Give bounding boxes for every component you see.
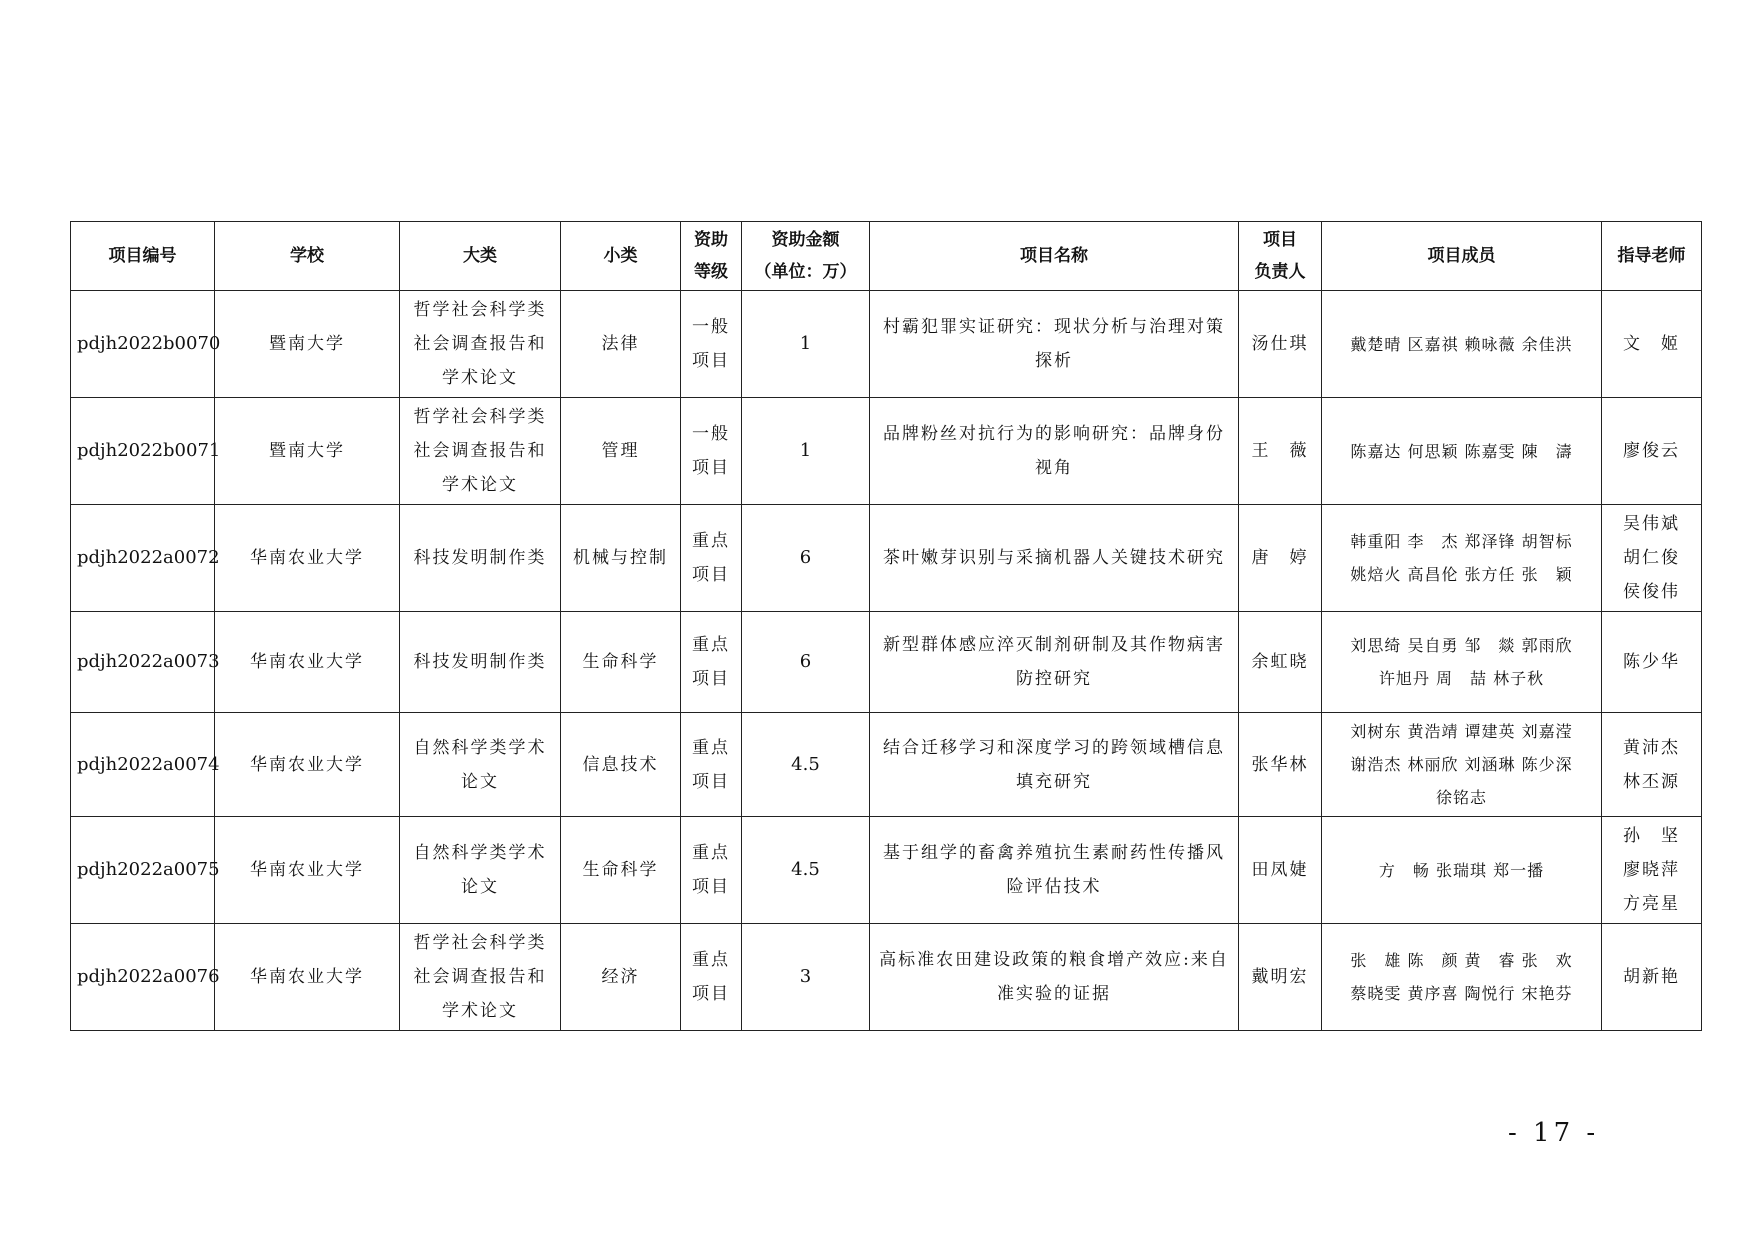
cell-project-leader: 戴明宏 bbox=[1239, 924, 1322, 1031]
cell-line: 学术论文 bbox=[442, 1001, 518, 1021]
cell-school: 华南农业大学 bbox=[215, 505, 400, 612]
cell-funding-level bbox=[681, 398, 742, 505]
cell-line: 重点 bbox=[692, 950, 730, 970]
cell-project-name bbox=[870, 505, 1239, 612]
cell-line: 文 姬 bbox=[1623, 334, 1680, 354]
header-project-members bbox=[1322, 222, 1602, 291]
cell-line: 科技发明制作类 bbox=[413, 652, 547, 672]
table-row bbox=[71, 291, 1702, 398]
cell-category bbox=[400, 398, 561, 505]
cell-line: 科技发明制作类 bbox=[413, 548, 547, 568]
cell-line: 项目 bbox=[692, 458, 730, 478]
cell-advisors bbox=[1602, 505, 1702, 612]
cell-subcategory: 管理 bbox=[561, 398, 681, 505]
header-funding-amount bbox=[742, 222, 870, 291]
cell-line: 哲学社会科学类 bbox=[413, 933, 547, 953]
cell-line: 徐铭志 bbox=[1435, 788, 1487, 807]
cell-line: 胡仁俊 bbox=[1623, 548, 1680, 568]
cell-project-name bbox=[870, 713, 1239, 817]
cell-line: 等级 bbox=[694, 262, 728, 282]
cell-line: 基于组学的畜禽养殖抗生素耐药性传播风 bbox=[883, 843, 1225, 863]
cell-project-leader: 田凤婕 bbox=[1239, 817, 1322, 924]
page-number: - 17 - bbox=[1508, 1118, 1600, 1148]
cell-line: 准实验的证据 bbox=[997, 984, 1111, 1004]
cell-school: 华南农业大学 bbox=[215, 612, 400, 713]
cell-project-leader: 汤仕琪 bbox=[1239, 291, 1322, 398]
cell-line: 姚焙火 高昌伦 张方任 张 颖 bbox=[1350, 565, 1573, 584]
cell-line: 大类 bbox=[463, 246, 497, 266]
cell-school: 暨南大学 bbox=[215, 291, 400, 398]
cell-project-members bbox=[1322, 612, 1602, 713]
cell-project-members bbox=[1322, 817, 1602, 924]
cell-line: 重点 bbox=[692, 635, 730, 655]
cell-advisors bbox=[1602, 817, 1702, 924]
cell-subcategory: 法律 bbox=[561, 291, 681, 398]
cell-subcategory: 生命科学 bbox=[561, 612, 681, 713]
cell-line: 社会调查报告和 bbox=[413, 967, 547, 987]
cell-line: 许旭丹 周 喆 林子秋 bbox=[1378, 669, 1545, 688]
cell-line: 哲学社会科学类 bbox=[413, 300, 547, 320]
cell-funding-amount: 3 bbox=[742, 924, 870, 1031]
cell-advisors bbox=[1602, 291, 1702, 398]
cell-line: 论文 bbox=[461, 877, 499, 897]
cell-line: 一般 bbox=[692, 424, 730, 444]
cell-line: 高标准农田建设政策的粮食增产效应:来自 bbox=[879, 950, 1229, 970]
cell-line: 茶叶嫩芽识别与采摘机器人关键技术研究 bbox=[883, 548, 1225, 568]
project-table bbox=[70, 221, 1702, 1031]
header-advisors bbox=[1602, 222, 1702, 291]
cell-line: 论文 bbox=[461, 771, 499, 792]
cell-line: 廖俊云 bbox=[1623, 441, 1680, 461]
cell-line: 方亮星 bbox=[1623, 894, 1680, 914]
cell-advisors bbox=[1602, 713, 1702, 817]
cell-line: 自然科学类学术 bbox=[413, 843, 547, 863]
cell-funding-level bbox=[681, 291, 742, 398]
cell-school: 华南农业大学 bbox=[215, 817, 400, 924]
cell-line: 林丕源 bbox=[1623, 771, 1680, 792]
cell-line: 项目编号 bbox=[108, 246, 177, 266]
cell-project-members bbox=[1322, 505, 1602, 612]
cell-funding-amount: 1 bbox=[742, 398, 870, 505]
table-row bbox=[71, 817, 1702, 924]
cell-school: 暨南大学 bbox=[215, 398, 400, 505]
cell-line: 项目 bbox=[692, 351, 730, 371]
table-row bbox=[71, 713, 1702, 817]
cell-line: 项目成员 bbox=[1427, 246, 1496, 266]
cell-line: 韩重阳 李 杰 郑泽锋 胡智标 bbox=[1350, 532, 1573, 551]
cell-project-name bbox=[870, 817, 1239, 924]
cell-project-code: pdjh2022a0076 bbox=[71, 924, 215, 1031]
cell-project-members bbox=[1322, 924, 1602, 1031]
cell-line: 孙 坚 bbox=[1623, 826, 1680, 846]
cell-line: 项目 bbox=[692, 877, 730, 897]
cell-line: 结合迁移学习和深度学习的跨领域槽信息 bbox=[883, 737, 1225, 758]
cell-funding-level bbox=[681, 713, 742, 817]
cell-line: 项目 bbox=[692, 565, 730, 585]
cell-line: 项目名称 bbox=[1020, 246, 1088, 266]
cell-line: 侯俊伟 bbox=[1623, 582, 1680, 602]
cell-line: 廖晓萍 bbox=[1623, 860, 1680, 880]
cell-project-leader: 余虹晓 bbox=[1239, 612, 1322, 713]
cell-project-code: pdjh2022b0071 bbox=[71, 398, 215, 505]
cell-project-code: pdjh2022b0070 bbox=[71, 291, 215, 398]
cell-project-leader: 王 薇 bbox=[1239, 398, 1322, 505]
cell-advisors bbox=[1602, 612, 1702, 713]
cell-advisors bbox=[1602, 398, 1702, 505]
cell-line: 自然科学类学术 bbox=[413, 737, 547, 758]
cell-advisors bbox=[1602, 924, 1702, 1031]
header-project-code bbox=[71, 222, 215, 291]
cell-funding-level bbox=[681, 924, 742, 1031]
cell-funding-amount: 6 bbox=[742, 612, 870, 713]
cell-project-name bbox=[870, 612, 1239, 713]
cell-line: 陈嘉达 何思颖 陈嘉雯 陳 濤 bbox=[1350, 441, 1573, 461]
cell-line: 学术论文 bbox=[442, 475, 518, 495]
table-row bbox=[71, 924, 1702, 1031]
cell-funding-amount: 4.5 bbox=[742, 817, 870, 924]
cell-line: 刘思绮 吴自勇 邹 燚 郭雨欣 bbox=[1350, 636, 1573, 655]
cell-line: 刘树东 黄浩靖 谭建英 刘嘉滢 bbox=[1350, 722, 1573, 741]
cell-line: 项目 bbox=[692, 771, 730, 792]
cell-line: 蔡晓雯 黄序喜 陶悦行 宋艳芬 bbox=[1350, 984, 1573, 1003]
cell-line: （单位：万） bbox=[754, 262, 857, 282]
cell-school: 华南农业大学 bbox=[215, 924, 400, 1031]
cell-line: 负责人 bbox=[1254, 262, 1306, 282]
cell-category bbox=[400, 612, 561, 713]
cell-category bbox=[400, 924, 561, 1031]
table-row bbox=[71, 505, 1702, 612]
cell-line: 防控研究 bbox=[1016, 669, 1092, 689]
cell-line: 黄沛杰 bbox=[1623, 737, 1680, 758]
cell-project-members bbox=[1322, 291, 1602, 398]
cell-line: 险评估技术 bbox=[1006, 877, 1102, 897]
cell-line: 重点 bbox=[692, 531, 730, 551]
cell-project-code: pdjh2022a0072 bbox=[71, 505, 215, 612]
cell-line: 重点 bbox=[692, 737, 730, 758]
cell-line: 张 雄 陈 颜 黄 睿 张 欢 bbox=[1350, 951, 1573, 970]
cell-category bbox=[400, 713, 561, 817]
cell-line: 资助金额 bbox=[771, 230, 840, 250]
cell-category bbox=[400, 817, 561, 924]
cell-line: 重点 bbox=[692, 843, 730, 863]
cell-line: 谢浩杰 林丽欣 刘涵琳 陈少深 bbox=[1350, 755, 1573, 774]
cell-line: 学术论文 bbox=[442, 368, 518, 388]
cell-funding-level bbox=[681, 817, 742, 924]
cell-line: 学校 bbox=[290, 246, 324, 266]
cell-line: 指导老师 bbox=[1617, 246, 1686, 266]
cell-project-code: pdjh2022a0074 bbox=[71, 713, 215, 817]
cell-project-code: pdjh2022a0073 bbox=[71, 612, 215, 713]
table-row bbox=[71, 612, 1702, 713]
cell-project-name bbox=[870, 924, 1239, 1031]
cell-line: 一般 bbox=[692, 317, 730, 337]
cell-subcategory: 机械与控制 bbox=[561, 505, 681, 612]
cell-subcategory: 信息技术 bbox=[561, 713, 681, 817]
cell-line: 方 畅 张瑞琪 郑一播 bbox=[1378, 860, 1545, 880]
header-project-leader bbox=[1239, 222, 1322, 291]
cell-line: 胡新艳 bbox=[1623, 967, 1680, 987]
cell-line: 小类 bbox=[603, 246, 638, 266]
cell-funding-amount: 1 bbox=[742, 291, 870, 398]
cell-line: 吴伟斌 bbox=[1623, 514, 1680, 534]
cell-line: 资助 bbox=[694, 230, 728, 250]
cell-line: 村霸犯罪实证研究：现状分析与治理对策 bbox=[883, 317, 1225, 337]
cell-school: 华南农业大学 bbox=[215, 713, 400, 817]
cell-line: 品牌粉丝对抗行为的影响研究：品牌身份 bbox=[883, 424, 1225, 444]
header-funding-level bbox=[681, 222, 742, 291]
cell-category bbox=[400, 505, 561, 612]
header-subcategory bbox=[561, 222, 681, 291]
table-header-row bbox=[71, 222, 1702, 291]
cell-funding-amount: 4.5 bbox=[742, 713, 870, 817]
cell-funding-amount: 6 bbox=[742, 505, 870, 612]
cell-project-members bbox=[1322, 713, 1602, 817]
header-school bbox=[215, 222, 400, 291]
cell-line: 项目 bbox=[692, 669, 730, 689]
cell-funding-level bbox=[681, 612, 742, 713]
cell-line: 探析 bbox=[1035, 351, 1073, 371]
cell-line: 项目 bbox=[1263, 230, 1297, 250]
cell-line: 哲学社会科学类 bbox=[413, 407, 547, 427]
cell-subcategory: 生命科学 bbox=[561, 817, 681, 924]
cell-project-code: pdjh2022a0075 bbox=[71, 817, 215, 924]
cell-project-leader: 唐 婷 bbox=[1239, 505, 1322, 612]
cell-line: 戴楚晴 区嘉祺 赖咏薇 余佳洪 bbox=[1350, 334, 1573, 354]
cell-project-name bbox=[870, 291, 1239, 398]
cell-line: 社会调查报告和 bbox=[413, 334, 547, 354]
header-category bbox=[400, 222, 561, 291]
cell-subcategory: 经济 bbox=[561, 924, 681, 1031]
cell-project-leader: 张华林 bbox=[1239, 713, 1322, 817]
cell-line: 项目 bbox=[692, 984, 730, 1004]
cell-project-members bbox=[1322, 398, 1602, 505]
cell-line: 社会调查报告和 bbox=[413, 441, 547, 461]
cell-line: 填充研究 bbox=[1016, 771, 1092, 792]
cell-line: 视角 bbox=[1035, 458, 1073, 478]
table-row bbox=[71, 398, 1702, 505]
cell-project-name bbox=[870, 398, 1239, 505]
header-project-name bbox=[870, 222, 1239, 291]
cell-line: 新型群体感应淬灭制剂研制及其作物病害 bbox=[883, 635, 1225, 655]
cell-funding-level bbox=[681, 505, 742, 612]
cell-category bbox=[400, 291, 561, 398]
cell-line: 陈少华 bbox=[1623, 652, 1680, 672]
